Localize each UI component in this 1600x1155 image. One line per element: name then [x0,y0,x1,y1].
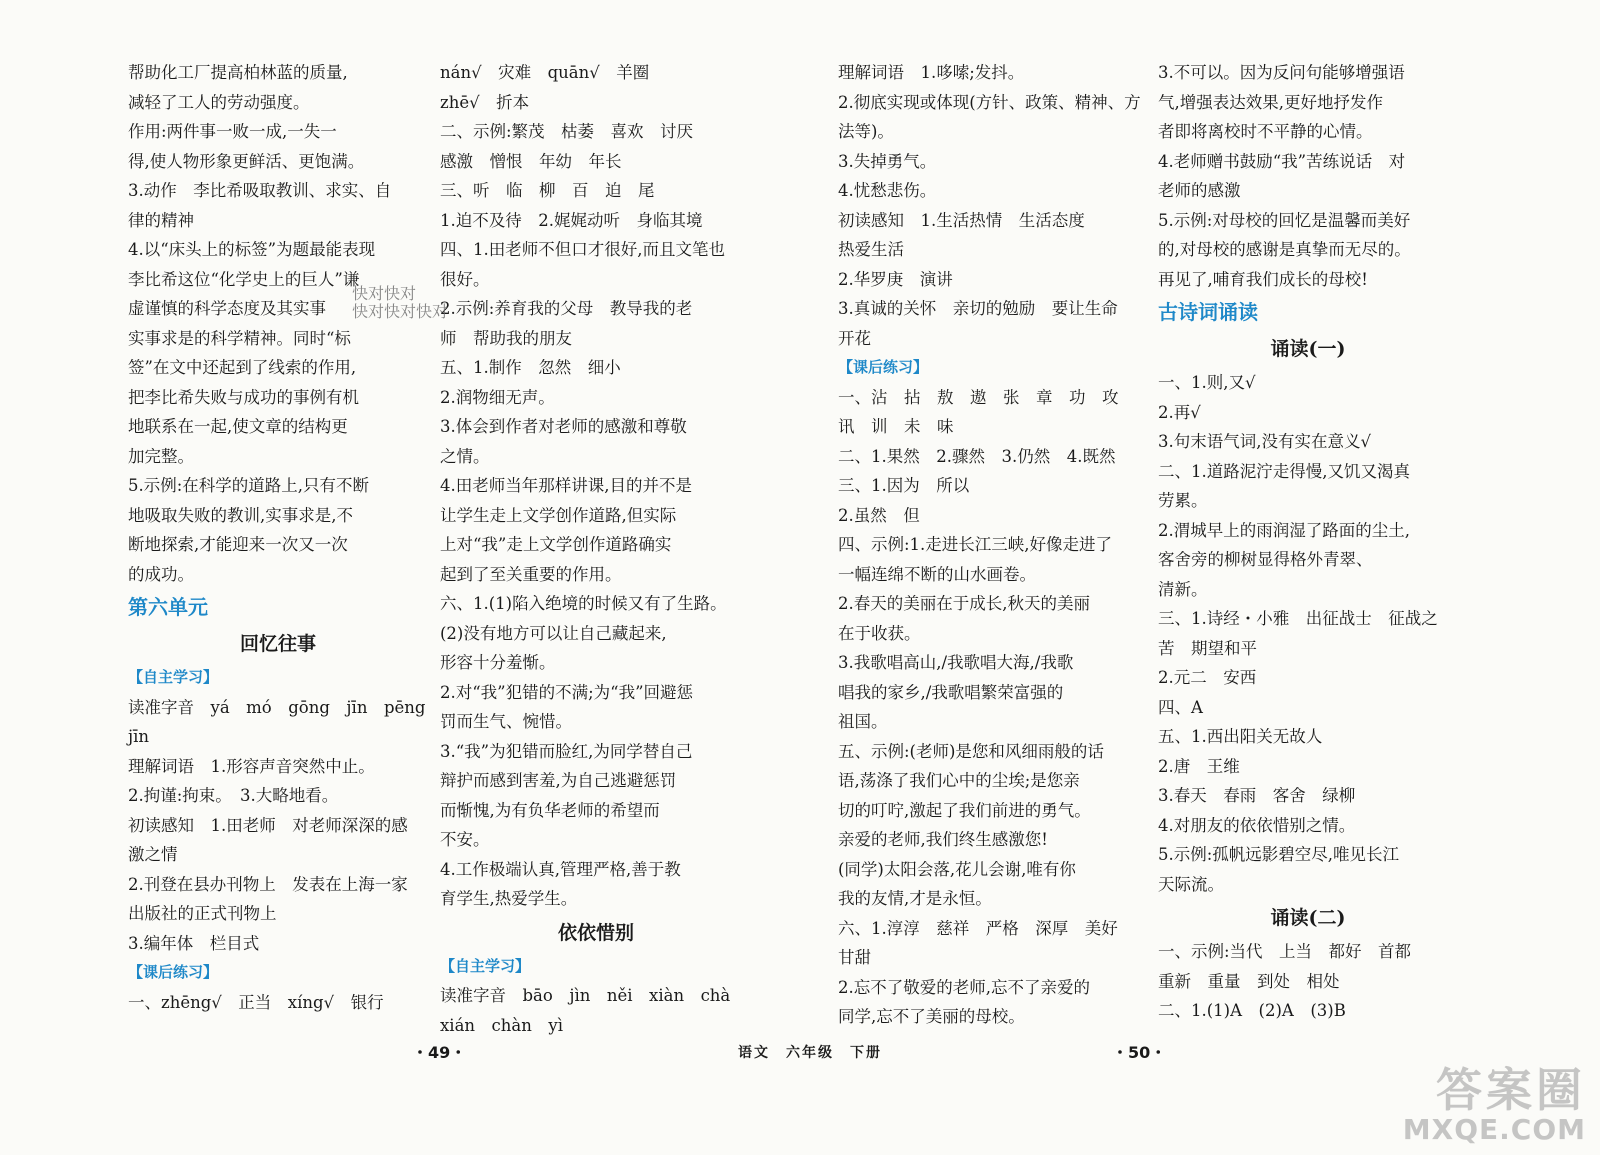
unit-heading: 第六单元 [128,595,208,619]
text-line: (同学)太阳会落,花儿会谢,唯有你 [838,859,1076,879]
text-line: 气,增强表达效果,更好地抒发作 [1158,92,1383,112]
text-line: 3.编年体 栏目式 [128,933,260,953]
section-label: 【课后练习】 [838,358,929,376]
text-line: 4.对朋友的依依惜别之情。 [1158,815,1356,835]
section-title: 诵读(二) [1270,907,1346,929]
text-line: 5.示例:在科学的道路上,只有不断 [128,476,370,495]
text-line: 3.“我”为犯错而脸红,为同学替自己 [440,741,693,761]
text-line: 5.示例:对母校的回忆是温馨而美好 [1158,210,1411,230]
text-line: 2.拘谨:拘束。 3.大略地看。 [128,786,339,805]
text-line: 开花 [838,328,871,348]
text-line: 五、示例:(老师)是您和风细雨般的话 [838,741,1104,761]
text-line: 二、1.道路泥泞走得慢,又饥又渴真 [1158,461,1410,481]
text-line: 加完整。 [128,446,194,466]
text-line: 3.体会到作者对老师的感激和尊敬 [440,417,687,436]
text-line: 2.唐 王维 [1158,756,1240,776]
text-line: 2.元二 安西 [1158,668,1257,687]
stamp-line-1: 快对快对 [352,284,417,303]
text-line: 切的叮咛,激起了我们前进的勇气。 [838,800,1091,820]
text-line: 得,使人物形象更鲜活、更饱满。 [128,151,365,171]
text-line: 罚而生气、惋惜。 [440,712,572,731]
text-line: 出版社的正式刊物上 [128,904,277,923]
text-line: 天际流。 [1158,874,1224,894]
text-line: 2.春天的美丽在于成长,秋天的美丽 [838,594,1090,613]
text-line: 读准字音 yá mó gōng jīn pēng [128,697,426,717]
text-line: 一、示例:当代 上当 都好 首都 [1158,942,1412,961]
text-line: 把李比希失败与成功的事例有机 [128,387,359,407]
text-line: 五、1.西出阳关无故人 [1158,727,1323,746]
text-line: 地吸取失败的教训,实事求是,不 [128,505,353,525]
section-title: 依依惜别 [557,921,634,944]
text-line: 在于收获。 [838,623,921,643]
text-line: 劳累。 [1158,491,1208,510]
stamp-overlay [352,285,448,321]
text-line: 语,荡涤了我们心中的尘埃;是您亲 [838,771,1080,790]
text-line: 四、1.田老师不但口才很好,而且文笔也 [440,240,725,259]
section-label: 【课后练习】 [128,963,219,981]
column-1 [128,58,428,1017]
text-line: 1.迫不及待 2.娓娓动听 身临其境 [440,210,703,230]
text-line: 二、1.(1)A (2)A (3)B [1158,1001,1346,1020]
text-line: 4.忧愁悲伤。 [838,181,937,200]
text-line: 很好。 [440,269,490,289]
text-line: 上对“我”走上文学创作道路确实 [440,535,672,554]
section-label: 【自主学习】 [440,956,531,975]
text-line: 减轻了工人的劳动强度。 [128,92,310,112]
text-line: 虚谨慎的科学态度及其实事 [128,299,326,318]
text-line: 六、1.淳淳 慈祥 严格 深厚 美好 [838,918,1118,938]
text-line: (2)没有地方可以让自己藏起来, [440,623,667,643]
section-title: 回忆往事 [239,633,316,655]
text-line: 4.田老师当年那样讲课,目的并不是 [440,476,692,495]
text-line: 签”在文中还起到了线索的作用, [128,358,357,377]
text-line: jīn [128,727,150,746]
text-line: 2.华罗庚 演讲 [838,269,953,289]
text-line: zhē√ 折本 [440,92,530,112]
text-line: 让学生走上文学创作道路,但实际 [440,505,677,525]
text-line: 3.动作 李比希吸取教训、求实、自 [128,181,392,200]
column-2 [440,58,752,1040]
watermark-url: MXQE.COM [1402,1113,1586,1146]
column-3 [838,58,1140,1032]
text-line: 三、听 临 柳 百 迫 尾 [440,181,655,200]
text-line: 一、沾 拈 敖 遨 张 章 功 攻 [838,387,1119,407]
text-line: 五、1.制作 忽然 细小 [440,358,621,377]
text-line: 2.刊登在县办刊物上 发表在上海一家 [128,874,408,894]
text-line: 二、示例:繁茂 枯萎 喜欢 讨厌 [440,122,694,141]
text-line: 不安。 [440,830,490,849]
unit-heading: 古诗词诵读 [1158,300,1258,324]
text-line: 一幅连绵不断的山水画卷。 [838,564,1036,584]
text-line: 法等)。 [838,122,894,141]
text-line: 2.渭城早上的雨润湿了路面的尘土, [1158,520,1410,540]
text-line: 2.忘不了敬爱的老师,忘不了亲爱的 [838,977,1090,997]
page-number-left: ・49・ [412,1043,467,1062]
text-line: 一、zhēng√ 正当 xíng√ 银行 [128,992,384,1012]
text-line: 3.句末语气词,没有实在意义√ [1158,432,1372,451]
text-line: 2.润物细无声。 [440,387,555,407]
text-line: 六、1.(1)陷入绝境的时候又有了生路。 [440,594,727,613]
text-line: 帮助化工厂提高柏林蓝的质量, [128,63,348,82]
text-line: 四、A [1158,697,1203,717]
text-line: 的成功。 [128,564,194,584]
text-line: 师 帮助我的朋友 [440,328,572,348]
column-4 [1158,58,1458,1026]
text-line: 律的精神 [128,210,194,230]
text-line: 4.老师赠书鼓励“我”苦练说话 对 [1158,151,1406,171]
text-line: 地联系在一起,使文章的结构更 [128,417,348,436]
text-line: 而惭愧,为有负华老师的希望而 [440,800,660,820]
text-line: 老师的感激 [1158,181,1241,200]
text-line: 3.失掉勇气。 [838,151,937,171]
section-title: 诵读(一) [1270,338,1346,360]
text-line: 初读感知 1.田老师 对老师深深的感 [128,815,408,835]
text-line: 2.对“我”犯错的不满;为“我”回避惩 [440,682,694,702]
text-line: 起到了至关重要的作用。 [440,564,622,584]
text-line: 四、示例:1.走进长江三峡,好像走进了 [838,535,1113,554]
footer-book-title: 语文 六年级 下册 [738,1045,882,1061]
text-line: 再见了,哺育我们成长的母校! [1158,269,1368,289]
text-line: 我的友情,才是永恒。 [838,889,992,908]
text-line: 二、1.果然 2.骤然 3.仍然 4.既然 [838,446,1116,466]
text-line: 苦 期望和平 [1158,638,1257,658]
text-line: 4.以“床头上的标签”为题最能表现 [128,240,376,259]
text-line: 实事求是的科学精神。同时“标 [128,328,351,348]
stamp-line-2: 快对快对快对 [352,302,449,321]
text-line: 2.彻底实现或体现(方针、政策、精神、方 [838,92,1141,112]
text-line: 3.春天 春雨 客舍 绿柳 [1158,786,1356,805]
text-line: 热爱生活 [838,240,904,259]
text-line: nán√ 灾难 quān√ 羊圈 [440,63,650,82]
text-line: 2.虽然 但 [838,505,920,525]
text-line: 三、1.因为 所以 [838,476,970,495]
text-line: 2.再√ [1158,402,1201,422]
text-line: 客舍旁的柳树显得格外青翠、 [1158,550,1373,569]
text-line: 3.我歌唱高山,/我歌唱大海,/我歌 [838,653,1074,672]
text-line: 3.不可以。因为反问句能够增强语 [1158,63,1405,82]
text-line: 形容十分羞惭。 [440,653,556,672]
text-line: 读准字音 bāo jìn něi xiàn chà [440,986,731,1005]
text-line: xián chàn yì [440,1015,563,1035]
text-line: 李比希这位“化学史上的巨人”谦 [128,269,360,289]
text-line: 3.真诚的关怀 亲切的勉励 要让生命 [838,299,1118,318]
text-line: 一、1.则,又√ [1158,373,1256,392]
section-label: 【自主学习】 [128,668,219,686]
text-line: 亲爱的老师,我们终生感激您! [838,830,1048,849]
watermark-title: 答案圈 [1436,1063,1586,1117]
text-line: 清新。 [1158,579,1208,599]
text-line: 甘甜 [838,948,871,967]
text-line: 唱我的家乡,/我歌唱繁荣富强的 [838,682,1064,702]
page-number-right: ・50・ [1112,1043,1167,1062]
text-line: 祖国。 [838,712,888,731]
text-line: 三、1.诗经・小雅 出征战士 征战之 [1158,609,1438,628]
text-line: 激之情 [128,845,178,864]
text-line: 2.示例:养育我的父母 教导我的老 [440,299,693,318]
text-line: 育学生,热爱学生。 [440,889,578,908]
text-line: 初读感知 1.生活热情 生活态度 [838,210,1085,230]
text-line: 5.示例:孤帆远影碧空尽,唯见长江 [1158,845,1400,864]
text-line: 讯 训 未 味 [838,417,954,436]
text-line: 重新 重量 到处 相处 [1158,971,1340,991]
watermark [1403,1065,1586,1145]
text-line: 感激 憎恨 年幼 年长 [440,151,622,171]
text-line: 理解词语 1.哆嗦;发抖。 [838,63,1025,82]
text-line: 断地探索,才能迎来一次又一次 [128,535,348,554]
text-line: 理解词语 1.形容声音突然中止。 [128,756,375,776]
text-line: 辩护而感到害羞,为自己逃避惩罚 [440,771,677,790]
text-line: 的,对母校的感谢是真挚而无尽的。 [1158,240,1411,259]
text-line: 作用:两件事一败一成,一失一 [128,122,337,141]
text-line: 同学,忘不了美丽的母校。 [838,1007,1025,1026]
text-line: 者即将离校时不平静的心情。 [1158,122,1373,141]
text-line: 4.工作极端认真,管理严格,善于教 [440,859,681,879]
text-line: 之情。 [440,446,490,466]
